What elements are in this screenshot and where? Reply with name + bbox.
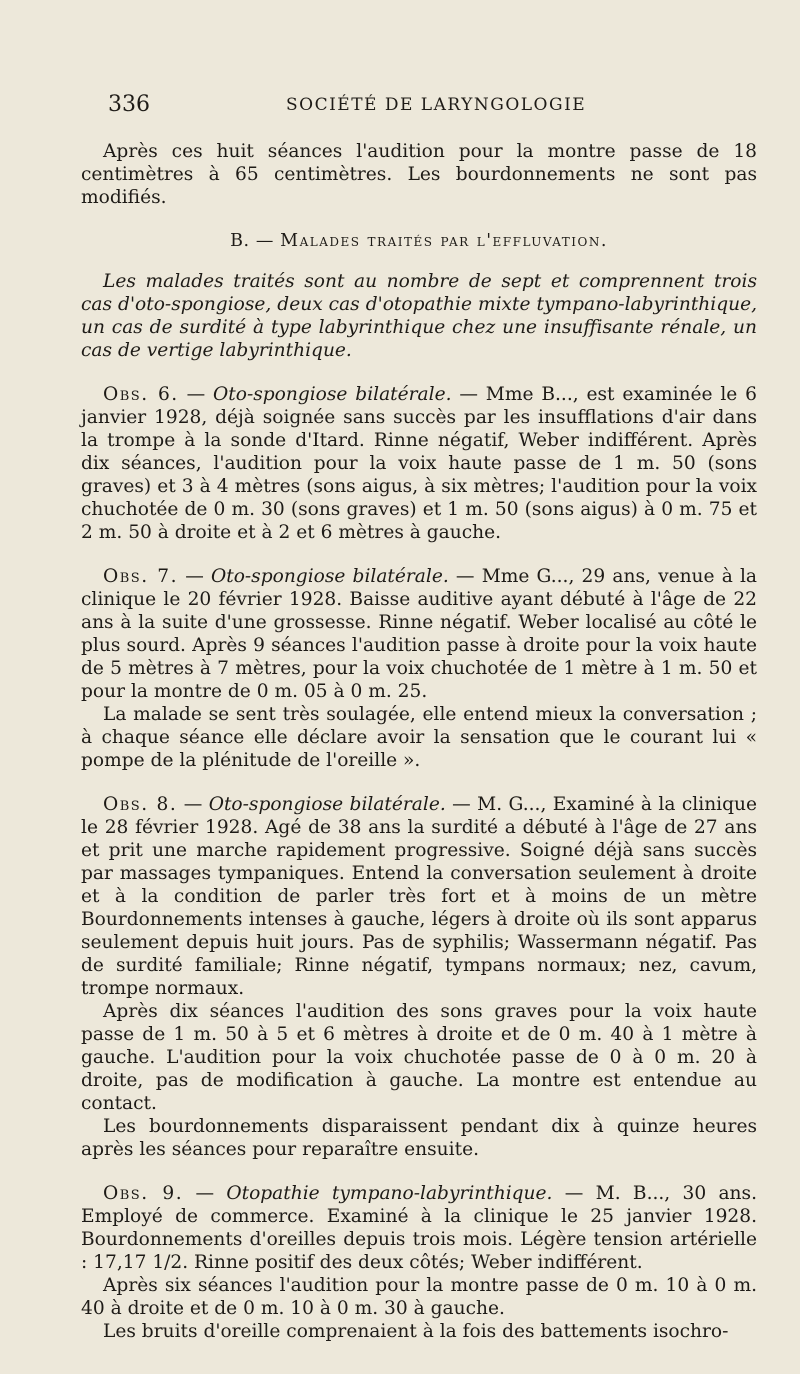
observation-6-paragraph-1: Obs. 6. — Oto-spongiose bilatérale. — Mme B..., est examinée le 6 janvier 1928, déjà soignée sans succès par les insufflations d'air dans la trompe à la sonde d'Itard. Rinne négatif, Weber indifférent. Après dix séances, l'audition pour la voix haute passe de 1 m. 50 (sons graves) et 3 à 4 mètres (sons aigus, à six mètres; l'audition pour la voix chuchotée de 0 m. 30 (sons graves) et 1 m. 50 (sons aigus) à 0 m. 75 et 2 m. 50 à droite et à 2 et 6 mètres à gauche. xyxy=(81,384,757,543)
page-number: 336 xyxy=(108,92,150,117)
observation-7-paragraph-1: Obs. 7. — Oto-spongiose bilatérale. — Mme G..., 29 ans, venue à la clinique le 20 février 1928. Baisse auditive ayant débuté à l'âge de 22 ans à la suite d'une grossesse. Rinne négatif. Weber localisé au côté le plus sourd. Après 9 séances l'audition passe à droite pour la voix haute de 5 mètres à 7 mètres, pour la voix chuchotée de 1 mètre à 1 m. 50 et pour la montre de 0 m. 05 à 0 m. 25. xyxy=(81,566,758,702)
section-letter: B. — xyxy=(230,231,274,251)
observation-9-paragraph-1: Obs. 9. — Otopathie tympano-labyrinthique. — M. B..., 30 ans. Employé de commerce. Examiné à la clinique le 25 janvier 1928. Bourdonnements d'oreilles depuis trois mois. Légère tension artérielle : 17,17 1/2. Rinne positif des deux côtés; Weber indifférent. xyxy=(81,1183,757,1273)
observation-9-diagnosis: Otopathie tympano-labyrinthique. xyxy=(226,1183,553,1204)
observation-7-paragraph-2: La malade se sent très soulagée, elle entend mieux la conversation ; à chaque séance elle déclare avoir la sensation que le courant lui « pompe de la plénitude de l'oreille ». xyxy=(81,704,757,771)
section-heading xyxy=(81,230,757,253)
observation-9-paragraph-2: Après six séances l'audition pour la montre passe de 0 m. 10 à 0 m. 40 à droite et de 0 m. 10 à 0 m. 30 à gauche. xyxy=(81,1275,757,1319)
observation-8-label: Obs. 8. xyxy=(103,794,178,815)
section-title: Malades traités par l'effluvation. xyxy=(280,231,608,251)
page-body xyxy=(81,140,757,1343)
section-intro: Les malades traités sont au nombre de sept et comprennent trois cas d'oto-spongiose, deux cas d'otopathie mixte tympano-labyrinthique, un cas de surdité à type labyrinthique chez une insuffisante rénale, un cas de vertige labyrinthique. xyxy=(81,271,757,361)
observation-9-label: Obs. 9. xyxy=(103,1183,184,1204)
observation-8-diagnosis: Oto-spongiose bilatérale. xyxy=(208,794,446,815)
running-title: SOCIÉTÉ DE LARYNGOLOGIE xyxy=(286,95,587,115)
opening-paragraph: Après ces huit séances l'audition pour la montre passe de 18 centimètres à 65 centimètres. Les bourdonnements ne sont pas modifiés. xyxy=(81,141,757,208)
observation-9-paragraph-3: Les bruits d'oreille comprenaient à la fois des battements isochro- xyxy=(103,1321,729,1342)
observation-8-paragraph-1: Obs. 8. — Oto-spongiose bilatérale. — M. G..., Examiné à la clinique le 28 février 1928. Agé de 38 ans la surdité a débuté à l'âge de 27 ans et prit une marche rapidement progressive. Soigné déjà sans succès par massages tympaniques. Entend la conversation seulement à droite et à la condition de parler très fort et à moins de un mètre Bourdonnements intenses à gauche, légers à droite où ils sont apparus seulement depuis huit jours. Pas de syphilis; Wassermann négatif. Pas de surdité familiale; Rinne négatif, tympans normaux; nez, cavum, trompe normaux. xyxy=(81,794,757,999)
page-header xyxy=(108,92,740,122)
observation-7-label: Obs. 7. xyxy=(103,566,179,587)
observation-6-label: Obs. 6. xyxy=(103,384,179,405)
observation-8-paragraph-3: Les bourdonnements disparaissent pendant dix à quinze heures après les séances pour reparaître ensuite. xyxy=(81,1116,757,1160)
observation-7-diagnosis: Oto-spongiose bilatérale. xyxy=(210,566,449,587)
observation-8-paragraph-2: Après dix séances l'audition des sons graves pour la voix haute passe de 1 m. 50 à 5 et 6 mètres à droite et de 0 m. 40 à 1 mètre à gauche. L'audition pour la voix chuchotée passe de 0 à 0 m. 20 à droite, pas de modification à gauche. La montre est entendue au contact. xyxy=(81,1001,757,1114)
observation-6-diagnosis: Oto-spongiose bilatérale. xyxy=(213,384,452,405)
